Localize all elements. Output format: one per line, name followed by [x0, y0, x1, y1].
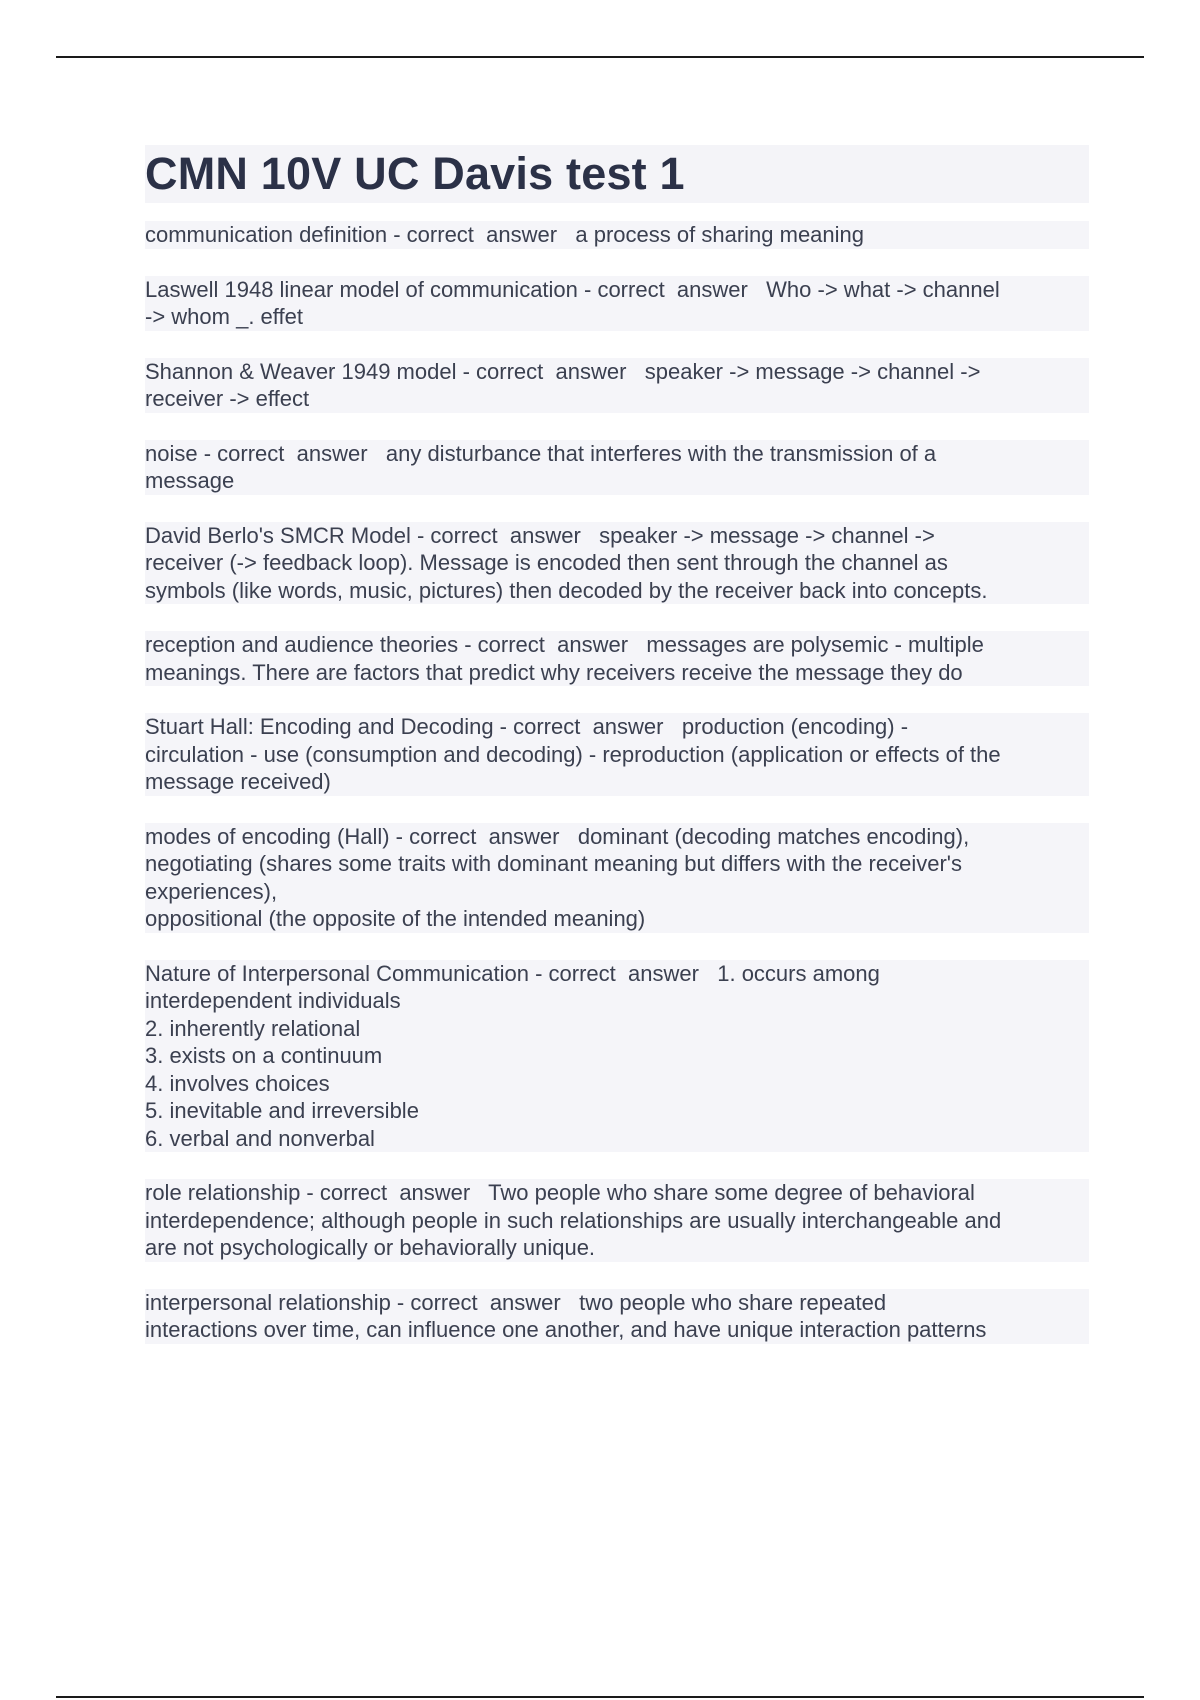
entry-line: message — [145, 467, 1089, 495]
entry-modes-of-encoding — [145, 823, 1089, 933]
entry-line: message received) — [145, 768, 1089, 796]
entry-line: circulation - use (consumption and decoding) - reproduction (application or effects of the — [145, 741, 1089, 769]
entry-line: role relationship - correct answer Two people who share some degree of behavioral — [145, 1179, 1089, 1207]
entry-line: symbols (like words, music, pictures) then decoded by the receiver back into concepts. — [145, 577, 1089, 605]
entry-line: noise - correct answer any disturbance that interferes with the transmission of a — [145, 440, 1089, 468]
entry-line: 2. inherently relational — [145, 1015, 1089, 1043]
entry-role-relationship — [145, 1179, 1089, 1262]
entry-line: are not psychologically or behaviorally unique. — [145, 1234, 1089, 1262]
top-rule — [56, 56, 1144, 58]
entry-noise — [145, 440, 1089, 495]
entry-line: 4. involves choices — [145, 1070, 1089, 1098]
entry-line: interdependent individuals — [145, 987, 1089, 1015]
entry-line: Laswell 1948 linear model of communication - correct answer Who -> what -> channel — [145, 276, 1089, 304]
entry-line: David Berlo's SMCR Model - correct answer speaker -> message -> channel -> — [145, 522, 1089, 550]
entry-line: 5. inevitable and irreversible — [145, 1097, 1089, 1125]
entry-line: negotiating (shares some traits with dominant meaning but differs with the receiver's — [145, 850, 1089, 878]
entry-reception-audience-theories — [145, 631, 1089, 686]
entry-line: oppositional (the opposite of the intended meaning) — [145, 905, 1089, 933]
entry-stuart-hall-encoding-decoding — [145, 713, 1089, 796]
entry-line: reception and audience theories - correct answer messages are polysemic - multiple — [145, 631, 1089, 659]
entry-line: -> whom _. effet — [145, 303, 1089, 331]
entry-line: interdependence; although people in such relationships are usually interchangeable and — [145, 1207, 1089, 1235]
entry-line: 3. exists on a continuum — [145, 1042, 1089, 1070]
entry-line: Nature of Interpersonal Communication - correct answer 1. occurs among — [145, 960, 1089, 988]
entry-line: experiences), — [145, 878, 1089, 906]
entry-nature-of-interpersonal-communication — [145, 960, 1089, 1153]
entry-laswell-model — [145, 276, 1089, 331]
entry-line: interactions over time, can influence one another, and have unique interaction patterns — [145, 1316, 1089, 1344]
entry-line: receiver -> effect — [145, 385, 1089, 413]
entry-line: meanings. There are factors that predict why receivers receive the message they do — [145, 659, 1089, 687]
entry-line: communication definition - correct answer a process of sharing meaning — [145, 221, 1089, 249]
entry-line: 6. verbal and nonverbal — [145, 1125, 1089, 1153]
entry-line: modes of encoding (Hall) - correct answer dominant (decoding matches encoding), — [145, 823, 1089, 851]
entry-line: receiver (-> feedback loop). Message is encoded then sent through the channel as — [145, 549, 1089, 577]
entry-shannon-weaver-model — [145, 358, 1089, 413]
entry-line: Stuart Hall: Encoding and Decoding - correct answer production (encoding) - — [145, 713, 1089, 741]
entry-line: Shannon & Weaver 1949 model - correct answer speaker -> message -> channel -> — [145, 358, 1089, 386]
entry-line: interpersonal relationship - correct answer two people who share repeated — [145, 1289, 1089, 1317]
document-body — [145, 145, 1089, 1371]
entry-berlo-smcr-model — [145, 522, 1089, 605]
bottom-rule — [56, 1696, 1144, 1698]
entry-communication-definition — [145, 221, 1089, 249]
page-title: CMN 10V UC Davis test 1 — [145, 145, 1089, 203]
entry-interpersonal-relationship — [145, 1289, 1089, 1344]
